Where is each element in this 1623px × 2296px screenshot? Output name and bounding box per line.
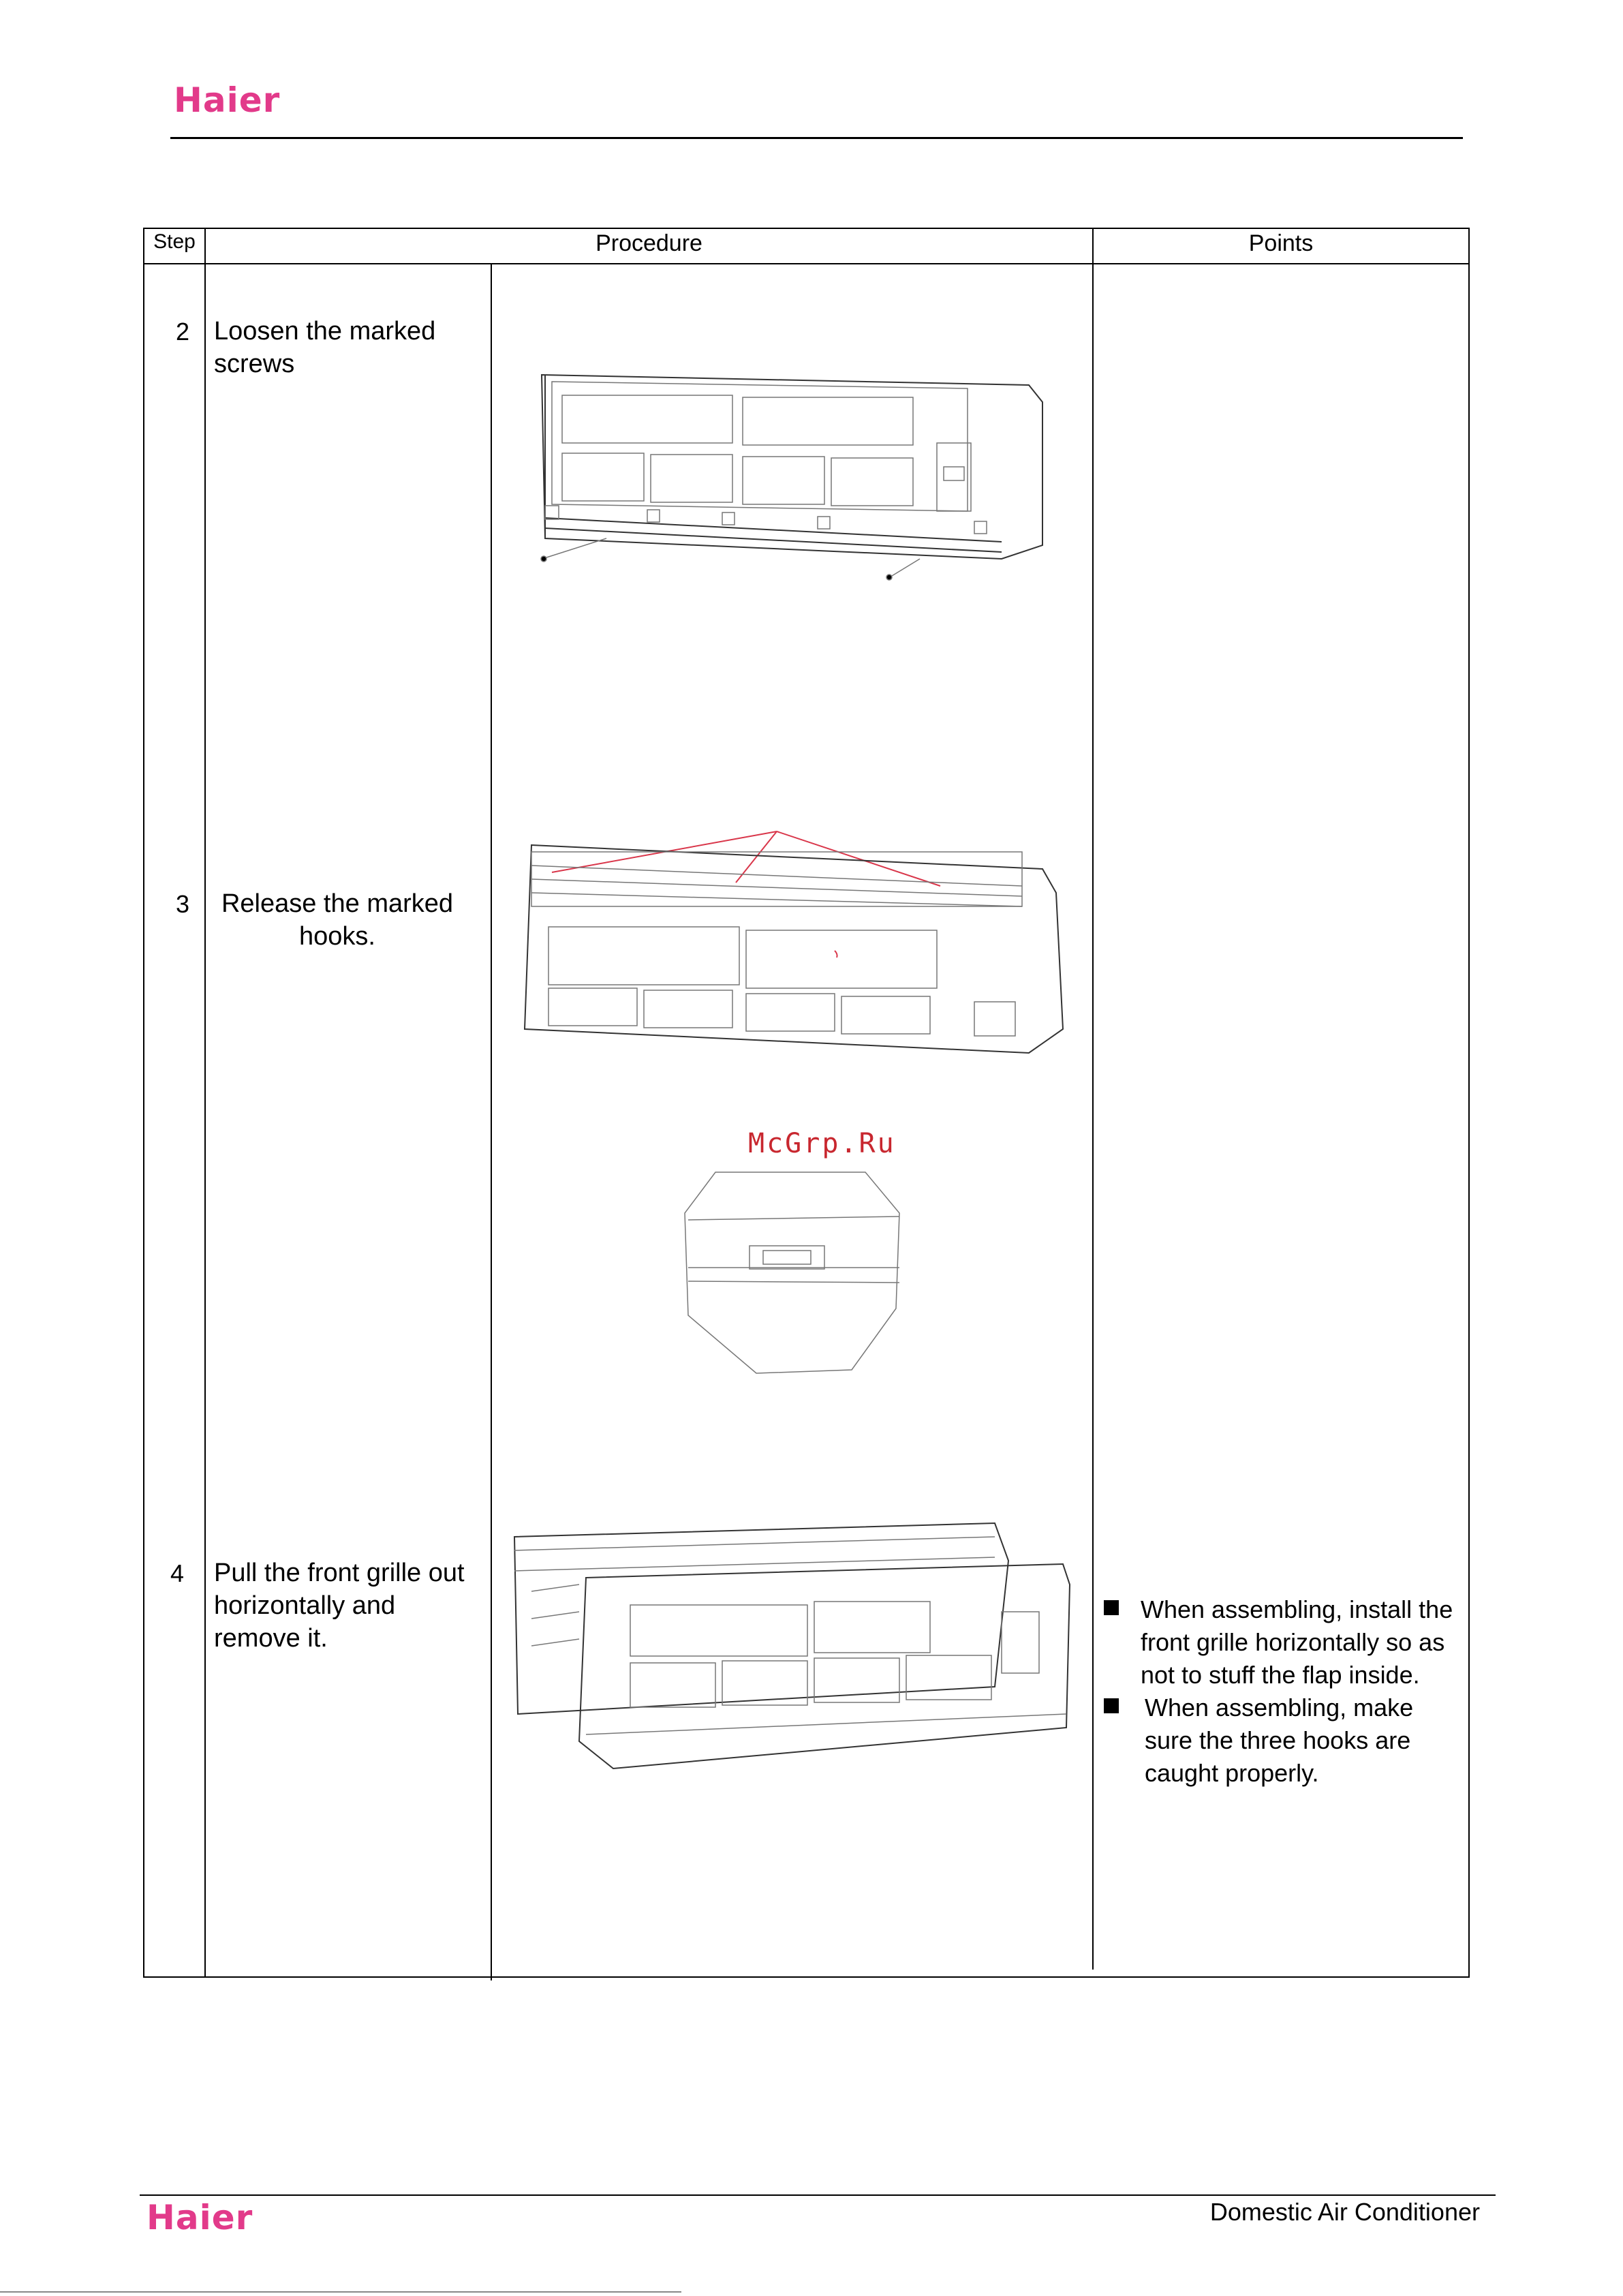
brand-logo-text: Haier [146, 2198, 253, 2237]
footer-title: Domestic Air Conditioner [1209, 2198, 1480, 2226]
points-list [1104, 1593, 1458, 1790]
header-row-divider [143, 263, 1470, 264]
header-step: Step [153, 230, 196, 253]
table-border-left [143, 228, 144, 1978]
indoor-unit-hooks-diagram [511, 825, 1077, 1070]
table-border-top [143, 228, 1470, 229]
front-grille-removal-diagram [504, 1510, 1090, 1779]
points-item [1104, 1593, 1458, 1692]
table-border-right [1468, 228, 1470, 1978]
hook-detail-zoom [675, 1165, 906, 1390]
brand-logo-text: Haier [174, 80, 281, 120]
step-text: Pull the front grille out horizontally and remove it. [214, 1559, 465, 1653]
points-item [1104, 1692, 1458, 1790]
step-number: 2 [175, 318, 190, 346]
brand-logo-footer [146, 2198, 253, 2237]
header-procedure: Procedure [596, 230, 702, 256]
brand-logo-header [174, 80, 280, 120]
table-border-bottom [143, 1976, 1470, 1978]
footer-rule [140, 2194, 1496, 2196]
points-item-text: When assembling, install the front grille horizontally so as not to stuff the flap inside. [1141, 1595, 1453, 1689]
header-points: Points [1248, 230, 1314, 256]
square-bullet-icon [1104, 1698, 1119, 1713]
watermark-text: McGrp.Ru [748, 1128, 896, 1159]
points-item-text: When assembling, make sure the three hooks are caught properly. [1145, 1694, 1414, 1787]
points-col-divider [1092, 228, 1094, 1970]
procedure-text-divider [491, 263, 492, 1980]
step-number: 4 [170, 1559, 185, 1587]
footer-bottom-rule [0, 2291, 681, 2293]
square-bullet-icon [1104, 1600, 1119, 1615]
step-text: Loosen the marked screws [214, 317, 436, 378]
indoor-unit-screws-diagram [525, 354, 1056, 586]
header-rule [170, 137, 1463, 139]
step-number: 3 [175, 890, 190, 918]
step-text: Release the marked hooks. [221, 889, 454, 951]
step-col-divider [204, 228, 206, 1978]
